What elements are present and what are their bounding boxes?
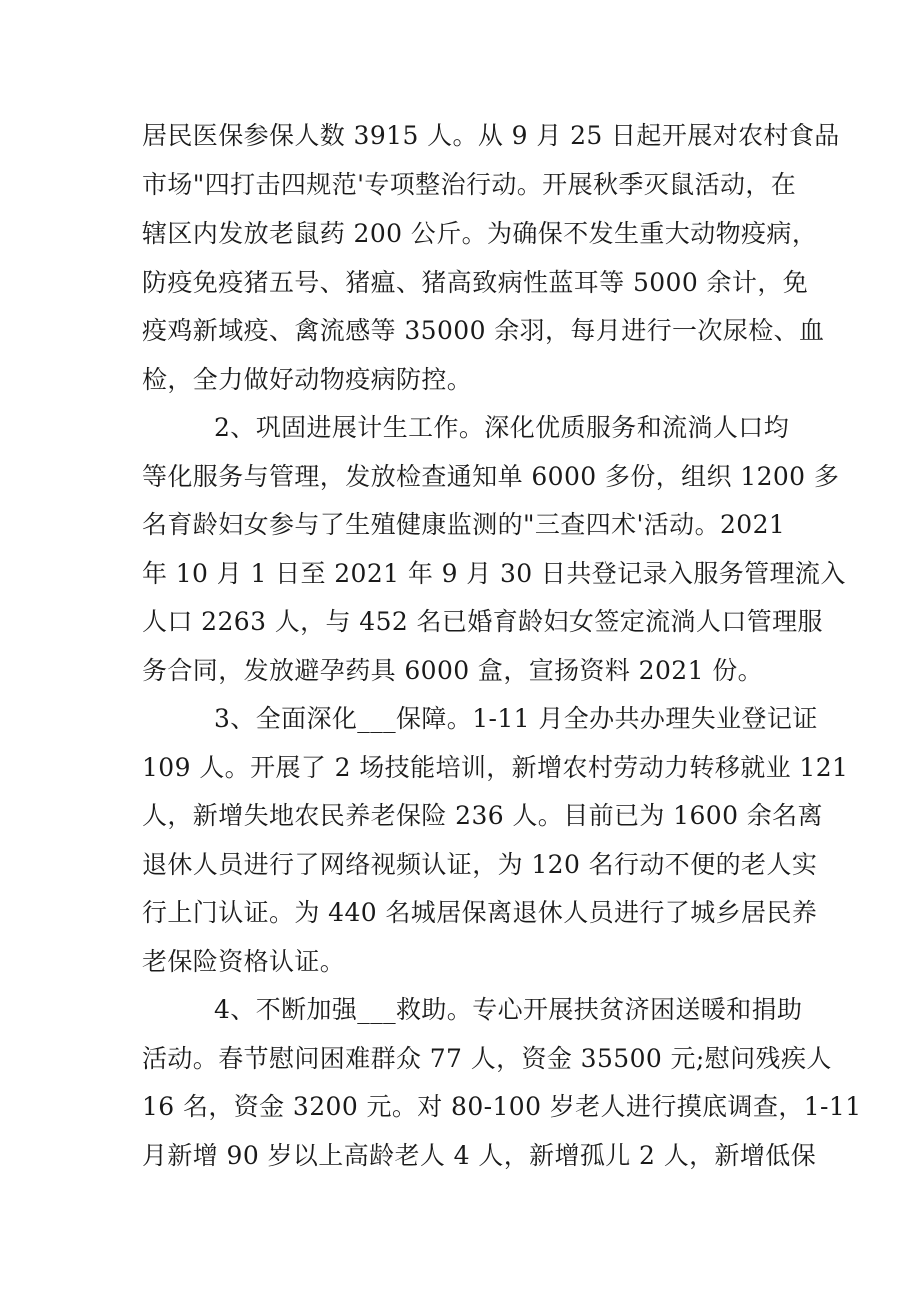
text-line: 活动。春节慰问困难群众 77 人，资金 35500 元;慰问残疾人 [142, 1044, 832, 1073]
text-line: 疫鸡新域疫、禽流感等 35000 余羽，每月进行一次尿检、血 [142, 316, 825, 345]
text-line: 检，全力做好动物疫病防控。 [142, 365, 473, 394]
paragraph-start-line: 3、全面深化___保障。1-11 月全办共办理失业登记证 [214, 704, 818, 733]
text-line: 行上门认证。为 440 名城居保离退休人员进行了城乡居民养 [142, 898, 818, 927]
text-line: 月新增 90 岁以上高龄老人 4 人，新增孤儿 2 人，新增低保 [142, 1141, 817, 1170]
text-line: 老保险资格认证。 [142, 947, 346, 976]
text-line: 防疫免疫猪五号、猪瘟、猪高致病性蓝耳等 5000 余计，免 [142, 268, 809, 297]
text-line: 居民医保参保人数 3915 人。从 9 月 25 日起开展对农村食品 [142, 121, 840, 150]
text-line: 退休人员进行了网络视频认证，为 120 名行动不便的老人实 [142, 850, 818, 879]
text-line: 16 名，资金 3200 元。对 80-100 岁老人进行摸底调查，1-11 [142, 1092, 862, 1121]
paragraph-start-line: 4、不断加强___救助。专心开展扶贫济困送暖和捐助 [214, 995, 803, 1024]
text-line: 年 10 月 1 日至 2021 年 9 月 30 日共登记录入服务管理流入 [142, 559, 846, 588]
text-line: 市场"四打击四规范'专项整治行动。开展秋季灭鼠活动，在 [142, 170, 797, 199]
text-line: 辖区内发放老鼠药 200 公斤。为确保不发生重大动物疫病， [142, 219, 818, 248]
text-line: 务合同，发放避孕药具 6000 盒，宣扬资料 2021 份。 [142, 656, 764, 685]
text-line: 人，新增失地农民养老保险 236 人。目前已为 1600 余名离 [142, 801, 823, 830]
text-line: 人口 2263 人，与 452 名已婚育龄妇女签定流淌人口管理服 [142, 607, 823, 636]
text-line: 名育龄妇女参与了生殖健康监测的"三查四术'活动。2021 [142, 510, 786, 539]
text-line: 等化服务与管理，发放检查通知单 6000 多份，组织 1200 多 [142, 462, 840, 491]
text-line: 109 人。开展了 2 场技能培训，新增农村劳动力转移就业 121 [142, 753, 849, 782]
paragraph-start-line: 2、巩固进展计生工作。深化优质服务和流淌人口均 [214, 413, 790, 442]
